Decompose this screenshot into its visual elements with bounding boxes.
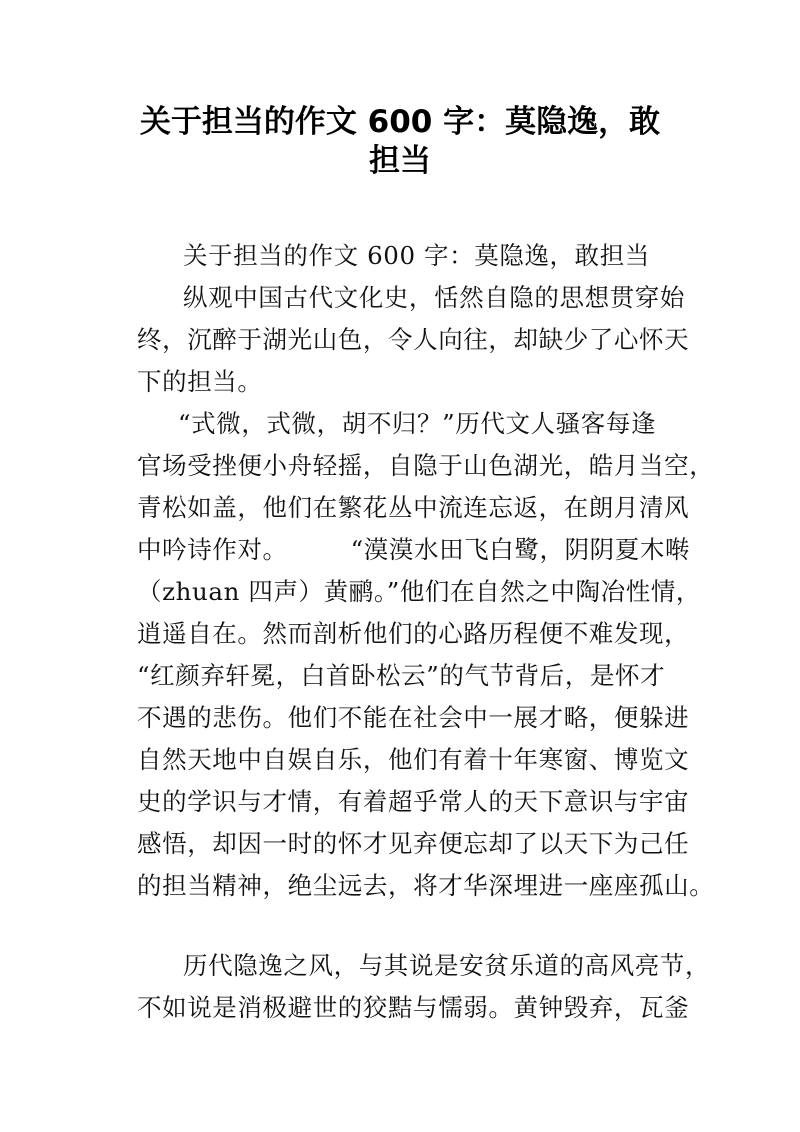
body-line: 青松如盖，他们在繁花丛中流连忘返，在朗月清风: [137, 493, 690, 522]
body-line: 历代隐逸之风，与其说是安贫乐道的高风亮节，: [183, 951, 711, 980]
body-line: 终，沉醉于湖光山色，令人向往，却缺少了心怀天: [137, 325, 690, 354]
body-line: 中吟诗作对。 “漠漠水田飞白鹭，阴阴夏木啭: [137, 535, 691, 564]
body-line: “式微，式微，胡不归？”历代文人骚客每逢: [178, 409, 657, 438]
body-line: （zhuan 四声）黄鹂。”他们在自然之中陶冶性情，: [137, 577, 702, 606]
body-line: 感悟，却因一时的怀才见弃便忘却了以天下为己任: [137, 829, 690, 858]
body-line: 纵观中国古代文化史，恬然自隐的思想贯穿始: [183, 283, 685, 312]
body-line: 关于担当的作文 600 字：莫隐逸，敢担当: [183, 241, 650, 270]
body-line: 史的学识与才情，有着超乎常人的天下意识与宇宙: [137, 787, 690, 816]
body-line: 官场受挫便小舟轻摇，自隐于山色湖光，皓月当空，: [137, 451, 715, 480]
body-line: 自然天地中自娱自乐，他们有着十年寒窗、博览文: [137, 745, 690, 774]
body-line: “红颜弃轩冕，白首卧松云”的气节背后，是怀才: [137, 661, 666, 690]
document-title-line-1: 关于担当的作文 600 字：莫隐逸，敢: [139, 104, 661, 140]
body-line: 不遇的悲伤。他们不能在社会中一展才略，便躲进: [137, 703, 690, 732]
body-line: 逍遥自在。然而剖析他们的心路历程便不难发现，: [137, 619, 690, 648]
body-line: 的担当精神，绝尘远去，将才华深埋进一座座孤山。: [137, 871, 715, 900]
body-line: 下的担当。: [137, 367, 263, 396]
body-line: 不如说是消极避世的狡黠与懦弱。黄钟毁弃，瓦釜: [137, 993, 690, 1022]
document-title-line-2: 担当: [369, 143, 431, 179]
